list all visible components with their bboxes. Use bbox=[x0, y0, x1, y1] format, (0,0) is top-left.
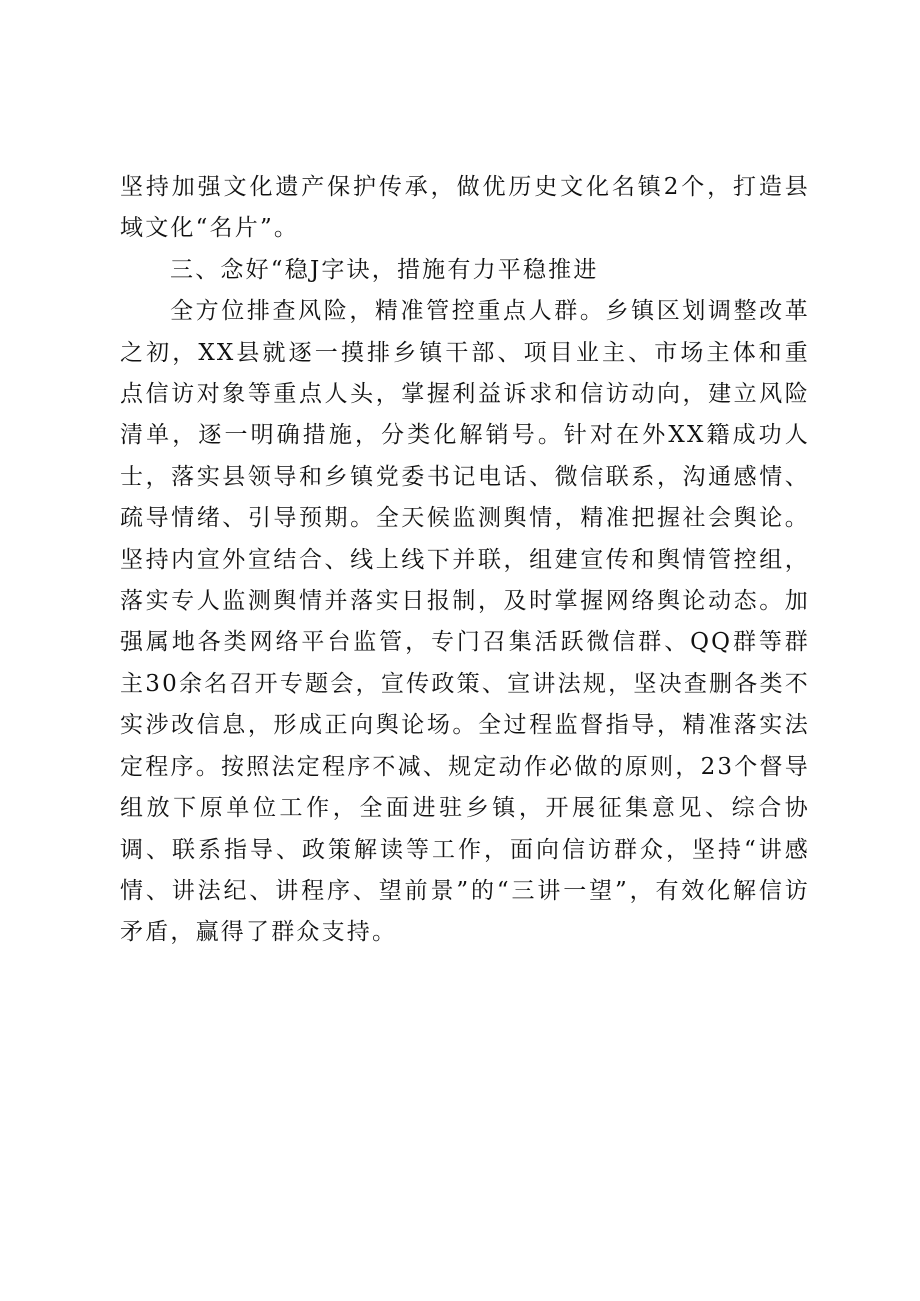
section-heading: 三、念好“稳J字诀，措施有力平稳推进 bbox=[170, 256, 599, 283]
paragraph-continuation: 坚持加强文化遗产保护传承，做优历史文化名镇2个，打造县域文化“名片”。 bbox=[120, 174, 810, 242]
paragraph-body: 全方位排查风险，精准管控重点人群。乡镇区划调整改革之初，XX县就逐一摸排乡镇干部、项目业主、市场主体和重点信访对象等重点人头，掌握利益诉求和信访动向，建立风险清单，逐一明确措施，分类化解销号。针对在外XX籍成功人士，落实县领导和乡镇党委书记电话、微信联系，沟通感情、疏导情绪、引导预期。全天候监测舆情，精准把握社会舆论。坚持内宣外宣结合、线上线下并联，组建宣传和舆情管控组，落实专人监测舆情并落实日报制，及时掌握网络舆论动态。加强属地各类网络平台监管，专门召集活跃微信群、QQ群等群主30余名召开专题会，宣传政策、宣讲法规，坚决查删各类不实涉改信息，形成正向舆论场。全过程监督指导，精准落实法定程序。按照法定程序不减、规定动作必做的原则，23个督导组放下原单位工作，全面进驻乡镇，开展征集意见、综合协调、联系指导、政策解读等工作，面向信访群众，坚持“讲感情、讲法纪、讲程序、望前景”的“三讲一望”，有效化解信访矛盾，赢得了群众支持。 bbox=[120, 298, 810, 946]
document-body bbox=[120, 167, 810, 954]
